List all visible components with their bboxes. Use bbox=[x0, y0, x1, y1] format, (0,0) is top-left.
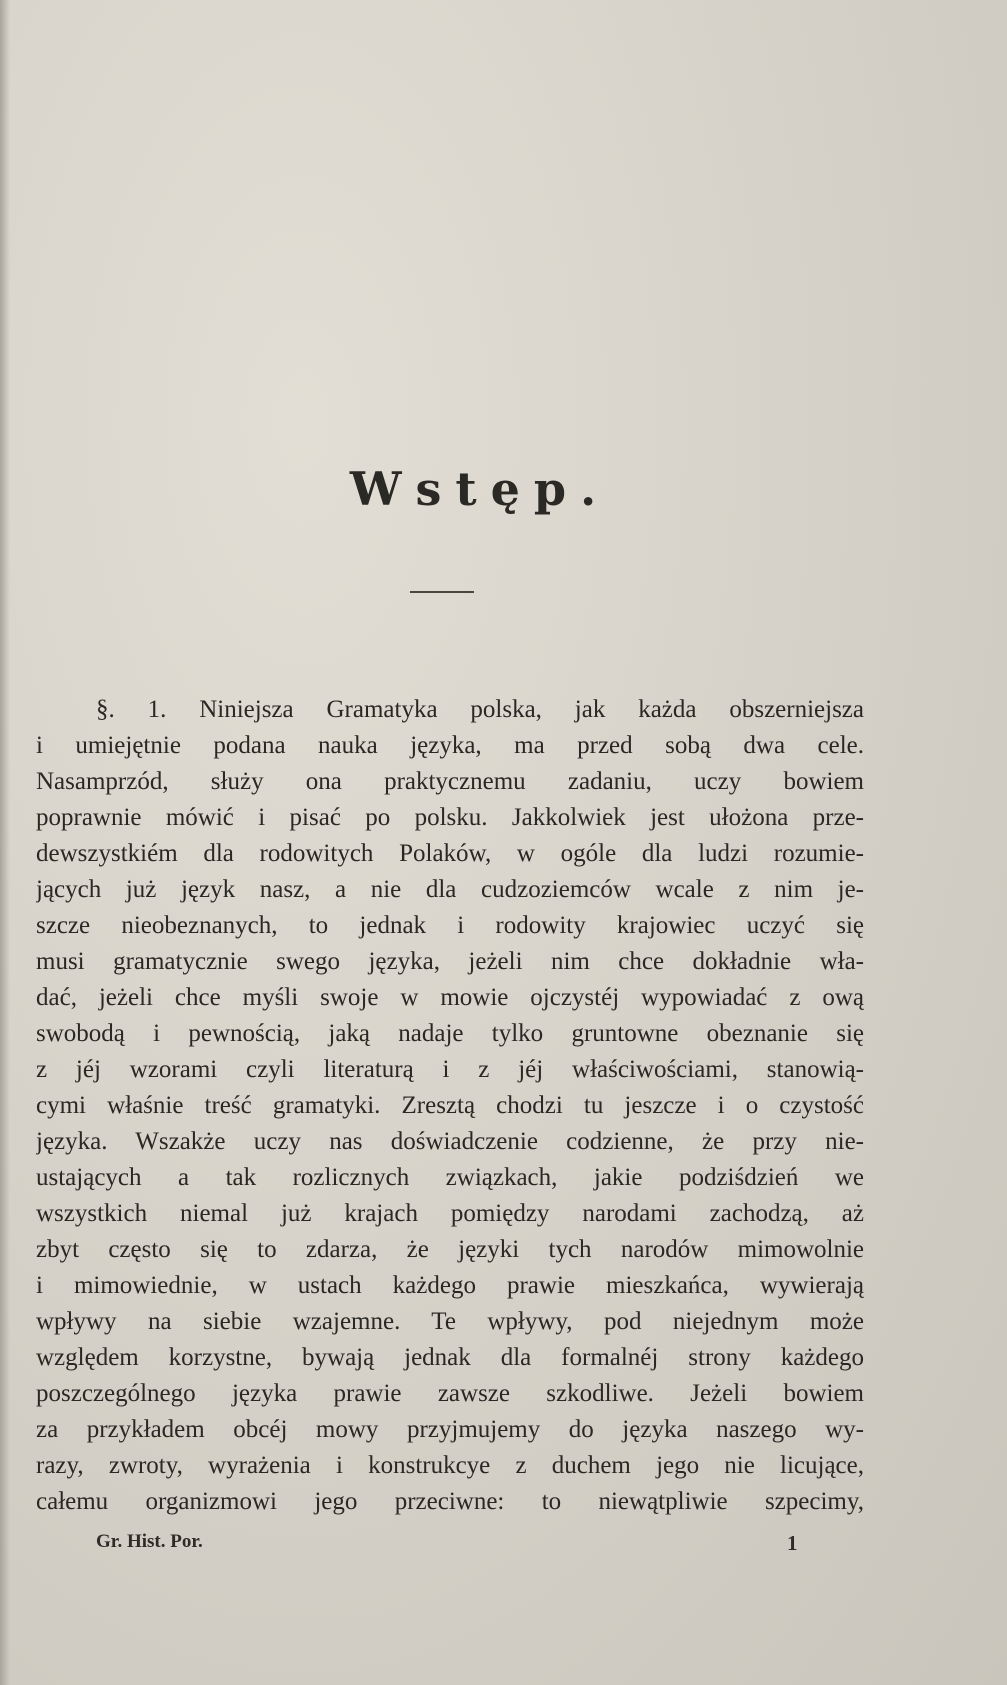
text-line: musi gramatycznie swego języka, jeżeli nim chce dokładnie wła- bbox=[36, 948, 864, 975]
text-line: swobodą i pewnością, jaką nadaje tylko gruntowne obeznanie się bbox=[36, 1020, 864, 1047]
text-line: szcze nieobeznanych, to jednak i rodowity krajowiec uczyć się bbox=[36, 912, 864, 939]
text-line: wpływy na siebie wzajemne. Te wpływy, pod niejednym może bbox=[36, 1308, 864, 1335]
heading-divider bbox=[410, 591, 474, 593]
text-line: wszystkich niemal już krajach pomiędzy narodami zachodzą, aż bbox=[36, 1200, 864, 1227]
chapter-heading: Wstęp. bbox=[349, 462, 611, 516]
printer-signature: Gr. Hist. Por. bbox=[96, 1531, 203, 1552]
text-line: poszczególnego języka prawie zawsze szkodliwe. Jeżeli bowiem bbox=[36, 1380, 864, 1407]
text-line: dewszystkiém dla rodowitych Polaków, w ogóle dla ludzi rozumie- bbox=[36, 840, 864, 867]
text-line: cymi właśnie treść gramatyki. Zresztą chodzi tu jeszcze i o czystość bbox=[36, 1092, 864, 1119]
text-line: z jéj wzorami czyli literaturą i z jéj właściwościami, stanowią- bbox=[36, 1056, 864, 1083]
text-line: zbyt często się to zdarza, że języki tych narodów mimowolnie bbox=[36, 1236, 864, 1263]
text-line: języka. Wszakże uczy nas doświadczenie codzienne, że przy nie- bbox=[36, 1128, 864, 1155]
page-number: 1 bbox=[787, 1531, 798, 1555]
text-line: całemu organizmowi jego przeciwne: to niewątpliwie szpecimy, bbox=[36, 1488, 864, 1515]
text-line: względem korzystne, bywają jednak dla formalnéj strony każdego bbox=[36, 1344, 864, 1371]
text-line: ustających a tak rozlicznych związkach, jakie podziśdzień we bbox=[36, 1164, 864, 1191]
text-line: §. 1. Niniejsza Gramatyka polska, jak każda obszerniejsza bbox=[96, 696, 864, 723]
text-line: i mimowiednie, w ustach każdego prawie mieszkańca, wywierają bbox=[36, 1272, 864, 1299]
text-line: jących już język nasz, a nie dla cudzoziemców wcale z nim je- bbox=[36, 876, 864, 903]
text-line: dać, jeżeli chce myśli swoje w mowie ojczystéj wypowiadać z ową bbox=[36, 984, 864, 1011]
text-line: Nasamprzód, służy ona praktycznemu zadaniu, uczy bowiem bbox=[36, 768, 864, 795]
text-line: razy, zwroty, wyrażenia i konstrukcye z duchem jego nie licujące, bbox=[36, 1452, 864, 1479]
text-line: za przykładem obcéj mowy przyjmujemy do języka naszego wy- bbox=[36, 1416, 864, 1443]
paragraph-1 bbox=[36, 692, 864, 1520]
text-line: poprawnie mówić i pisać po polsku. Jakkolwiek jest ułożona prze- bbox=[36, 804, 864, 831]
text-line: i umiejętnie podana nauka języka, ma przed sobą dwa cele. bbox=[36, 732, 864, 759]
page-edge-shadow bbox=[0, 0, 10, 1685]
